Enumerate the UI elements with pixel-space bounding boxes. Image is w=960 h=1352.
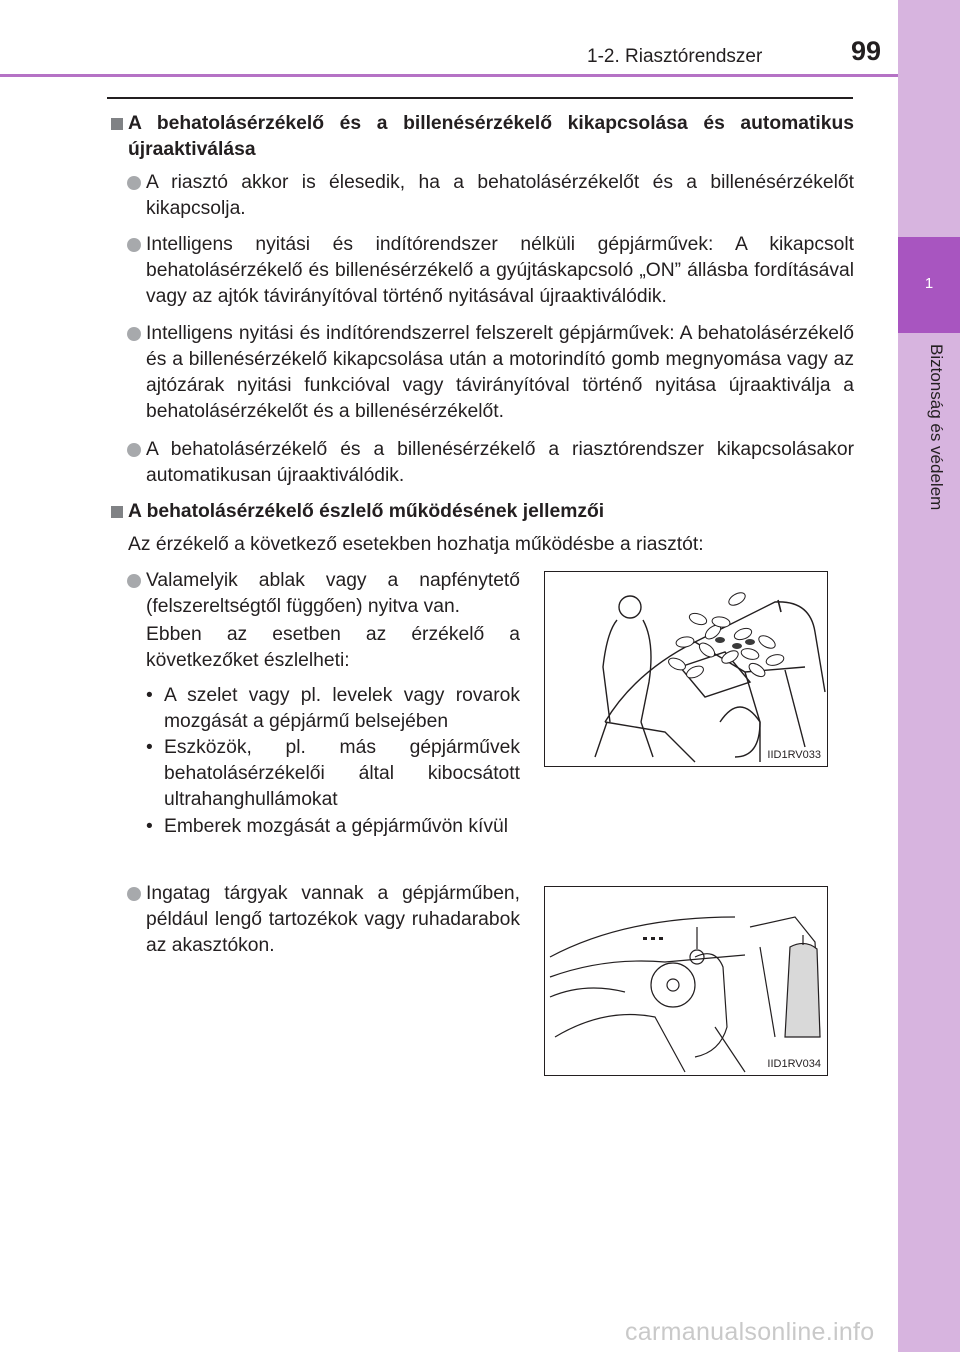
section1-bullet-4: A behatolásérzékelő és a billenésérzékelő a riasztórendszer kikapcsolásakor automatikusan újraaktiválódik.	[146, 439, 854, 486]
bullet-icon	[127, 574, 141, 588]
chapter-sidebar	[898, 0, 960, 1352]
section2-heading: A behatolásérzékelő észlelő működésének jellemzői	[128, 501, 605, 522]
square-bullet-icon	[111, 506, 123, 518]
bullet-icon	[127, 176, 141, 190]
section2-bullet-1: Valamelyik ablak vagy a napfénytető (felszereltségtől függően) nyitva van.	[146, 570, 520, 617]
chapter-title: Biztonság és védelem	[927, 344, 946, 511]
chapter-number: 1	[924, 275, 934, 292]
figure-interior-hanging	[544, 886, 828, 1076]
section2-intro: Az érzékelő a következő esetekben hozhatja működésbe a riasztót:	[128, 534, 704, 555]
sub-bullet-icon: •	[146, 685, 153, 706]
section1-bullet-3: Intelligens nyitási és indítórendszerrel felszerelt gépjárművek: A behatolásérzékelő és a billenésérzékelő kikapcsolása után a motorindító gomb megnyomása vagy az ajtózárak nyitási funkcióval vagy távirányítóval történő nyitása újraaktiválja a behatolásérzékelőt és a billenésérzékelőt.	[146, 323, 854, 422]
car-sunroof-illustration	[545, 572, 826, 765]
bullet-icon	[127, 327, 141, 341]
section2-bullet-1-note: Ebben az esetben az érzékelő a következőket észlelheti:	[146, 624, 520, 671]
sub-item-1: A szelet vagy pl. levelek vagy rovarok mozgását a gépjármű belsejében	[164, 685, 520, 732]
section-title: 1-2. Riasztórendszer	[587, 46, 763, 67]
figure-code: IID1RV033	[767, 749, 821, 761]
bullet-icon	[127, 887, 141, 901]
section1-bullet-1: A riasztó akkor is élesedik, ha a behatolásérzékelőt és a billenésérzékelőt kikapcsolja.	[146, 172, 854, 219]
watermark: carmanualsonline.info	[625, 1318, 875, 1346]
sub-bullet-icon: •	[146, 816, 153, 837]
header-rule	[0, 74, 898, 77]
square-bullet-icon	[111, 118, 123, 130]
figure-code: IID1RV034	[767, 1058, 821, 1070]
page-number: 99	[851, 36, 882, 66]
figure-sunroof-leaves	[544, 571, 828, 767]
section1-heading: A behatolásérzékelő és a billenésérzékelő kikapcsolása és automatikus újraaktiválása	[128, 113, 854, 160]
chapter-tab	[898, 237, 960, 333]
sub-bullet-icon: •	[146, 737, 153, 758]
bullet-icon	[127, 443, 141, 457]
car-interior-illustration	[545, 887, 826, 1074]
sub-item-2: Eszközök, pl. más gépjárművek behatolásérzékelői által kibocsátott ultrahanghullámokat	[164, 737, 520, 810]
top-rule	[107, 97, 853, 99]
section1-bullet-2: Intelligens nyitási és indítórendszer nélküli gépjárművek: A kikapcsolt behatolásérzékelő és billenésérzékelő a gyújtáskapcsoló „ON” állásba fordításával vagy az ajtók távirányítóval történő nyitásával újraaktiválódik.	[146, 234, 854, 307]
sub-item-3: Emberek mozgását a gépjárművön kívül	[164, 816, 509, 837]
section2-bullet-2: Ingatag tárgyak vannak a gépjárműben, például lengő tartozékok vagy ruhadarabok az akasztókon.	[146, 883, 520, 956]
bullet-icon	[127, 238, 141, 252]
